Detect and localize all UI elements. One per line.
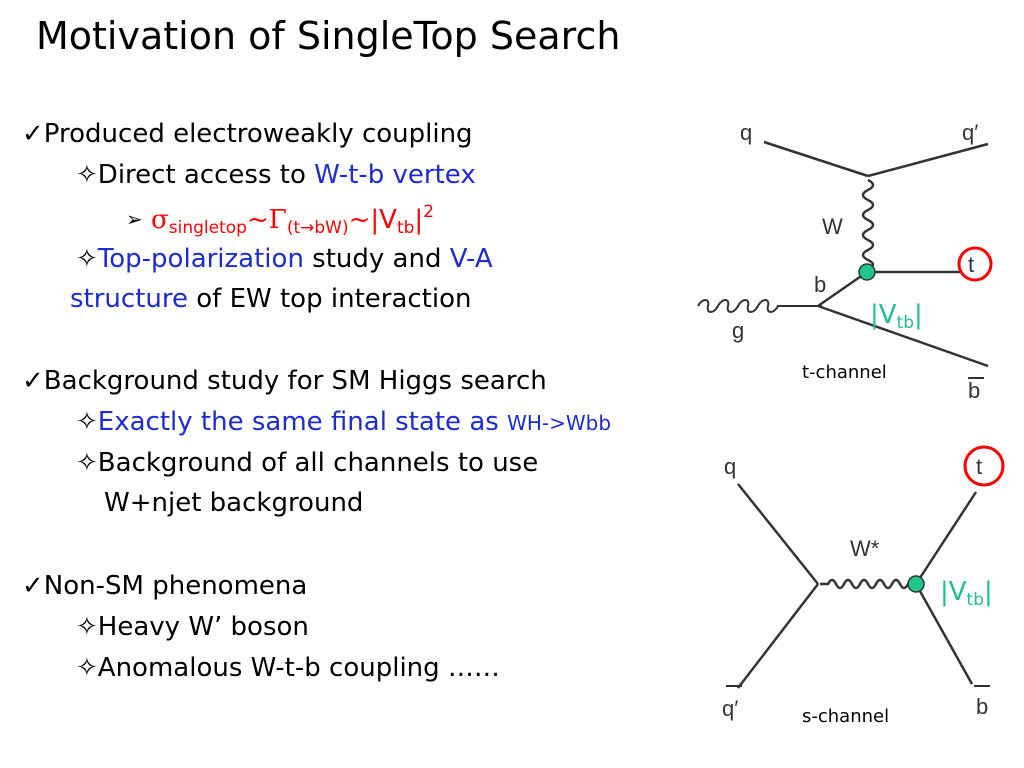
bullet-anomalous: ✧Anomalous W-t-b coupling ……	[76, 653, 500, 683]
bullet-electroweak: ✓Produced electroweakly coupling	[22, 119, 473, 149]
bullet-higgs-background: ✓Background study for SM Higgs search	[22, 366, 547, 396]
s-top-quark-highlight-circle	[965, 447, 1003, 485]
label-q: q	[740, 120, 753, 145]
star-icon: ✧	[76, 612, 98, 642]
s-wtb-vertex-icon	[908, 576, 924, 592]
star-icon: ✧	[76, 448, 98, 478]
s-channel-diagram	[726, 447, 1003, 688]
check-icon: ✓	[22, 571, 44, 601]
star-icon: ✧	[76, 160, 98, 190]
s-quark-line-in	[738, 484, 818, 584]
label-bbar: b	[968, 378, 981, 403]
bullet-top-polarization-cont: structure of EW top interaction	[70, 284, 472, 314]
star-icon: ✧	[76, 244, 98, 274]
bullet-heavy-w: ✧Heavy W’ boson	[76, 612, 309, 642]
vtb-label-s-channel: |Vtb|	[940, 577, 993, 610]
t-channel-caption: t-channel	[802, 362, 887, 383]
label-qprime: q′	[962, 120, 979, 145]
s-label-qprime: q′	[722, 696, 739, 721]
bullet-all-channels-cont: W+njet background	[104, 488, 364, 518]
w-star-propagator	[820, 580, 920, 588]
s-label-q: q	[724, 454, 737, 479]
label-g: g	[732, 318, 745, 343]
top-quark-highlight-circle	[959, 248, 991, 280]
check-icon: ✓	[22, 366, 44, 396]
s-channel-caption: s-channel	[802, 706, 890, 727]
s-label-t: t	[976, 454, 983, 479]
label-w: W	[822, 214, 843, 239]
star-icon: ✧	[76, 407, 98, 437]
quark-line-in	[764, 142, 868, 176]
wtb-vertex-icon	[859, 264, 875, 280]
w-boson-propagator	[863, 180, 873, 268]
star-icon: ✧	[76, 653, 98, 683]
bullet-all-channels: ✧Background of all channels to use	[76, 448, 539, 478]
vtb-label-t-channel: |Vtb|	[870, 300, 923, 333]
quark-line-out	[868, 144, 988, 176]
bullet-top-polarization: ✧Top-polarization study and V-A	[76, 244, 493, 274]
label-b: b	[814, 272, 827, 297]
s-label-bbar: b	[976, 694, 989, 719]
bullet-direct-access: ✧Direct access to W-t-b vertex	[76, 160, 476, 190]
gluon-line	[698, 300, 822, 312]
s-label-wstar: W*	[850, 536, 880, 561]
label-t: t	[968, 252, 975, 277]
arrowhead-icon: ➢	[126, 207, 143, 231]
bullet-final-state: ✧Exactly the same final state as WH->Wbb	[76, 407, 612, 437]
check-icon: ✓	[22, 119, 44, 149]
s-antiquark-line-in	[738, 584, 818, 688]
cross-section-formula: $\sigma_{singletop}\sim\Gamma_{(t\to bW)}\sim|V_{tb}|^2$	[151, 202, 434, 238]
bullet-non-sm: ✓Non-SM phenomena	[22, 571, 308, 601]
s-top-line	[916, 492, 976, 584]
slide-title: Motivation of SingleTop Search	[36, 14, 621, 58]
